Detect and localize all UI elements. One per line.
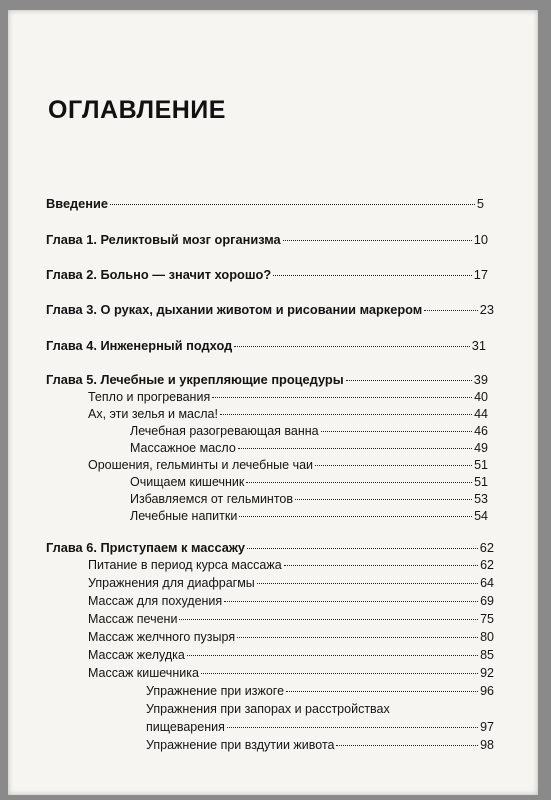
toc-entry-page: 97 xyxy=(480,720,494,734)
toc-entry-section[interactable] xyxy=(88,407,488,425)
dot-leader xyxy=(295,499,472,500)
toc-entry-page: 96 xyxy=(480,684,494,698)
toc-entry-section[interactable] xyxy=(88,390,488,408)
toc-entry-page: 64 xyxy=(480,576,494,590)
toc-entry-label: Ах, эти зелья и масла! xyxy=(88,407,218,421)
toc-entry-introduction[interactable] xyxy=(46,196,484,214)
dot-leader xyxy=(224,601,478,602)
dot-leader xyxy=(227,727,478,728)
toc-entry-subsection[interactable] xyxy=(146,738,494,756)
toc-entry-section[interactable] xyxy=(88,558,494,576)
toc-entry-label-line1: Упражнения при запорах и расстройствах xyxy=(146,702,390,716)
page-title: ОГЛАВЛЕНИЕ xyxy=(48,96,226,124)
dot-leader xyxy=(284,565,478,566)
toc-entry-section[interactable] xyxy=(88,648,494,666)
dot-leader xyxy=(234,346,470,347)
toc-entry-label: Избавляемся от гельминтов xyxy=(130,492,294,506)
dot-leader xyxy=(247,548,478,549)
toc-entry-label: Упражнение при вздутии живота xyxy=(146,738,335,752)
toc-entry-page: 51 xyxy=(474,458,488,472)
toc-entry-label: Массаж для похудения xyxy=(88,594,223,608)
toc-entry-label: Глава 2. Больно — значит хорошо? xyxy=(46,267,272,282)
toc-entry-section[interactable] xyxy=(88,630,494,648)
toc-entry-label: Питание в период курса массажа xyxy=(88,558,282,572)
toc-entry-subsection[interactable] xyxy=(130,509,488,527)
dot-leader xyxy=(336,745,478,746)
dot-leader xyxy=(238,448,472,449)
toc-entry-label: Лечебные напитки xyxy=(130,509,238,523)
toc-entry-label: Массаж печени xyxy=(88,612,178,626)
toc-entry-chapter-4[interactable] xyxy=(46,338,486,356)
toc-entry-subsection[interactable] xyxy=(130,492,488,510)
toc-entry-chapter-3[interactable] xyxy=(46,302,494,320)
toc-entry-page: 17 xyxy=(473,267,488,282)
toc-entry-page: 85 xyxy=(480,648,494,662)
dot-leader xyxy=(424,310,478,311)
dot-leader xyxy=(187,655,478,656)
toc-entry-label: Введение xyxy=(46,196,109,211)
toc-entry-page: 10 xyxy=(473,232,488,247)
toc-entry-chapter-6[interactable] xyxy=(46,540,494,558)
toc-entry-subsection[interactable] xyxy=(130,424,488,442)
toc-entry-section[interactable] xyxy=(88,458,488,476)
toc-entry-subsection[interactable] xyxy=(130,441,488,459)
toc-entry-chapter-5[interactable] xyxy=(46,372,488,390)
toc-entry-label: Массаж кишечника xyxy=(88,666,199,680)
toc-entry-page: 39 xyxy=(473,372,488,387)
toc-entry-page: 62 xyxy=(480,558,494,572)
toc-entry-label: Массажное масло xyxy=(130,441,236,455)
toc-entry-page: 80 xyxy=(480,630,494,644)
toc-entry-section[interactable] xyxy=(88,612,494,630)
toc-entry-page: 44 xyxy=(474,407,488,421)
dot-leader xyxy=(273,275,472,276)
toc-entry-label: Лечебная разогревающая ванна xyxy=(130,424,319,438)
book-page xyxy=(8,10,538,795)
toc-entry-label: Глава 1. Реликтовый мозг организма xyxy=(46,232,281,247)
toc-entry-label: Глава 5. Лечебные и укрепляющие процедуры xyxy=(46,372,344,387)
toc-entry-page: 53 xyxy=(474,492,488,506)
toc-entry-label: Глава 3. О руках, дыхании животом и рисовании маркером xyxy=(46,302,423,317)
toc-entry-label: Очищаем кишечник xyxy=(130,475,245,489)
toc-entry-page: 75 xyxy=(480,612,494,626)
toc-entry-subsection-wrapped[interactable] xyxy=(146,702,494,738)
toc-entry-label: Массаж желчного пузыря xyxy=(88,630,236,644)
toc-entry-page: 5 xyxy=(476,196,484,211)
toc-entry-label-line2: пищеварения xyxy=(146,720,225,734)
toc-entry-section[interactable] xyxy=(88,666,494,684)
toc-entry-label: Глава 6. Приступаем к массажу xyxy=(46,540,246,555)
toc-entry-page: 46 xyxy=(474,424,488,438)
dot-leader xyxy=(212,397,472,398)
toc-entry-label: Упражнения для диафрагмы xyxy=(88,576,255,590)
toc-entry-page: 23 xyxy=(479,302,494,317)
dot-leader xyxy=(283,240,472,241)
toc-entry-chapter-2[interactable] xyxy=(46,267,488,285)
dot-leader xyxy=(110,204,475,205)
toc-entry-label: Орошения, гельминты и лечебные чаи xyxy=(88,458,314,472)
toc-entry-label: Массаж желудка xyxy=(88,648,185,662)
toc-entry-chapter-1[interactable] xyxy=(46,232,488,250)
bleed-through-text xyxy=(308,58,528,114)
toc-entry-page: 31 xyxy=(471,338,486,353)
dot-leader xyxy=(315,465,472,466)
toc-entry-label: Глава 4. Инженерный подход xyxy=(46,338,233,353)
toc-entry-page: 40 xyxy=(474,390,488,404)
dot-leader xyxy=(179,619,478,620)
dot-leader xyxy=(257,583,478,584)
dot-leader xyxy=(237,637,478,638)
toc-entry-page: 51 xyxy=(474,475,488,489)
dot-leader xyxy=(220,414,472,415)
dot-leader xyxy=(321,431,472,432)
toc-entry-label: Тепло и прогревания xyxy=(88,390,211,404)
toc-entry-page: 69 xyxy=(480,594,494,608)
toc-entry-page: 98 xyxy=(480,738,494,752)
dot-leader xyxy=(239,516,472,517)
toc-entry-page: 92 xyxy=(480,666,494,680)
toc-entry-subsection[interactable] xyxy=(146,684,494,702)
dot-leader xyxy=(246,482,472,483)
dot-leader xyxy=(201,673,478,674)
toc-entry-page: 49 xyxy=(474,441,488,455)
dot-leader xyxy=(286,691,478,692)
toc-entry-subsection[interactable] xyxy=(130,475,488,493)
dot-leader xyxy=(346,380,472,381)
toc-entry-page: 62 xyxy=(479,540,494,555)
toc-entry-page: 54 xyxy=(474,509,488,523)
toc-entry-section[interactable] xyxy=(88,576,494,594)
toc-entry-section[interactable] xyxy=(88,594,494,612)
toc-entry-label: Упражнение при изжоге xyxy=(146,684,285,698)
